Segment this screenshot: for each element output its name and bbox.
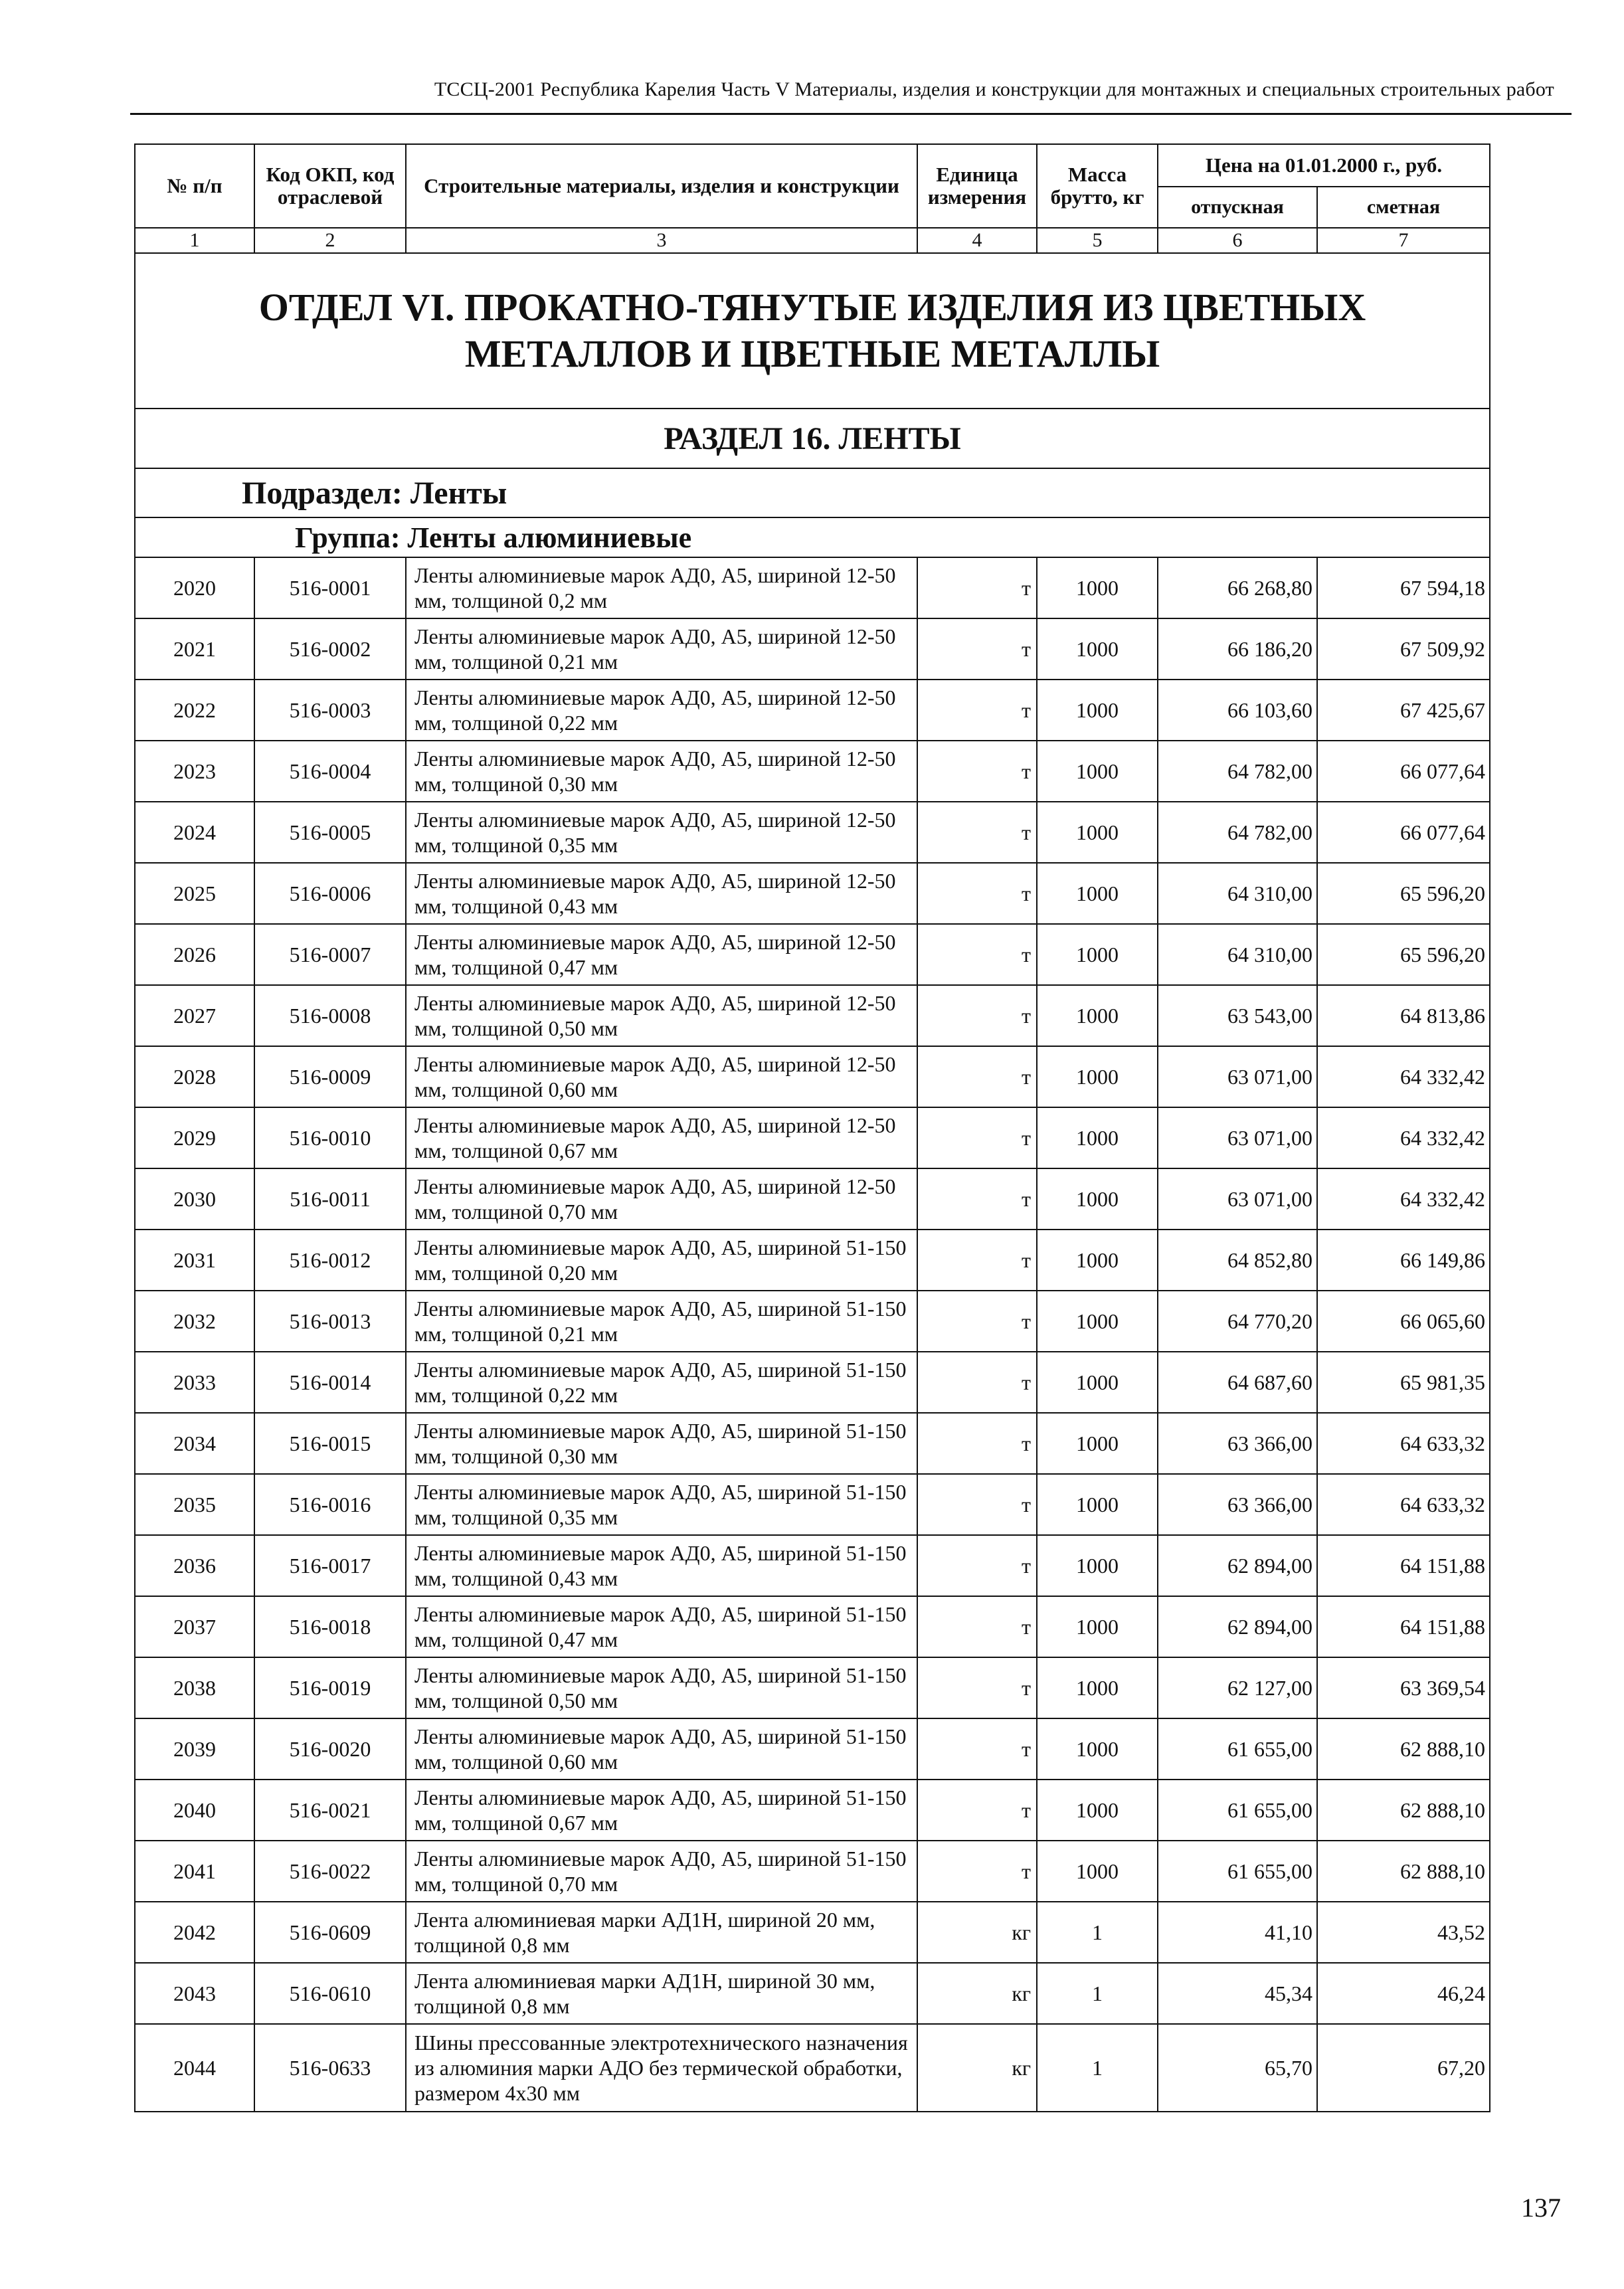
item-code: 516-0018 (254, 1596, 406, 1657)
item-price-release: 63 366,00 (1158, 1413, 1317, 1474)
table-row (135, 1046, 1490, 1107)
item-mass: 1000 (1037, 1474, 1158, 1535)
column-number: 1 (135, 228, 254, 253)
item-price-release: 64 310,00 (1158, 924, 1317, 985)
item-code: 516-0012 (254, 1230, 406, 1291)
item-unit: т (917, 1841, 1037, 1902)
section-title: РАЗДЕЛ 16. ЛЕНТЫ (135, 409, 1490, 468)
table-body (135, 253, 1490, 2112)
item-price-estimate: 64 151,88 (1317, 1596, 1490, 1657)
item-mass: 1000 (1037, 1352, 1158, 1413)
col-okp-header: Код ОКП, код отраслевой (254, 144, 406, 228)
item-mass: 1000 (1037, 1596, 1158, 1657)
item-price-estimate: 67 509,92 (1317, 618, 1490, 680)
item-number: 2044 (135, 2024, 254, 2112)
item-code: 516-0019 (254, 1657, 406, 1718)
item-price-estimate: 64 633,32 (1317, 1474, 1490, 1535)
item-name: Ленты алюминиевые марок АД0, А5, шириной 51-150 мм, толщиной 0,35 мм (406, 1474, 917, 1535)
item-mass: 1000 (1037, 924, 1158, 985)
item-number: 2040 (135, 1780, 254, 1841)
item-number: 2039 (135, 1718, 254, 1780)
item-name: Ленты алюминиевые марок АД0, А5, шириной 51-150 мм, толщиной 0,67 мм (406, 1780, 917, 1841)
table-row (135, 1718, 1490, 1780)
item-price-estimate: 67,20 (1317, 2024, 1490, 2112)
item-price-estimate: 66 065,60 (1317, 1291, 1490, 1352)
item-price-estimate: 62 888,10 (1317, 1841, 1490, 1902)
item-mass: 1000 (1037, 1535, 1158, 1596)
item-mass: 1000 (1037, 1168, 1158, 1230)
col-price-group-header: Цена на 01.01.2000 г., руб. (1158, 144, 1490, 187)
page-number: 137 (1521, 2193, 1561, 2223)
item-unit: т (917, 680, 1037, 741)
item-unit: т (917, 1230, 1037, 1291)
item-price-estimate: 64 151,88 (1317, 1535, 1490, 1596)
item-number: 2020 (135, 557, 254, 618)
item-number: 2042 (135, 1902, 254, 1963)
item-price-estimate: 62 888,10 (1317, 1780, 1490, 1841)
item-unit: т (917, 802, 1037, 863)
table-row (135, 863, 1490, 924)
item-code: 516-0005 (254, 802, 406, 863)
item-name: Ленты алюминиевые марок АД0, А5, шириной 12-50 мм, толщиной 0,35 мм (406, 802, 917, 863)
item-code: 516-0007 (254, 924, 406, 985)
header-row-1 (135, 144, 1490, 187)
item-code: 516-0008 (254, 985, 406, 1046)
item-code: 516-0006 (254, 863, 406, 924)
item-mass: 1 (1037, 1902, 1158, 1963)
item-price-release: 64 310,00 (1158, 863, 1317, 924)
item-price-release: 41,10 (1158, 1902, 1317, 1963)
item-price-estimate: 66 149,86 (1317, 1230, 1490, 1291)
table-row (135, 1230, 1490, 1291)
item-price-estimate: 65 596,20 (1317, 863, 1490, 924)
item-number: 2031 (135, 1230, 254, 1291)
item-name: Ленты алюминиевые марок АД0, А5, шириной 12-50 мм, толщиной 0,22 мм (406, 680, 917, 741)
item-number: 2034 (135, 1413, 254, 1474)
column-number: 3 (406, 228, 917, 253)
item-number: 2029 (135, 1107, 254, 1168)
item-mass: 1000 (1037, 1230, 1158, 1291)
item-code: 516-0013 (254, 1291, 406, 1352)
item-code: 516-0002 (254, 618, 406, 680)
item-price-release: 62 127,00 (1158, 1657, 1317, 1718)
item-unit: кг (917, 2024, 1037, 2112)
item-mass: 1000 (1037, 1841, 1158, 1902)
item-code: 516-0609 (254, 1902, 406, 1963)
item-unit: т (917, 1413, 1037, 1474)
item-unit: т (917, 1107, 1037, 1168)
item-unit: т (917, 1474, 1037, 1535)
item-mass: 1000 (1037, 1291, 1158, 1352)
table-row (135, 1780, 1490, 1841)
item-mass: 1 (1037, 1963, 1158, 2024)
table-row (135, 1596, 1490, 1657)
item-mass: 1000 (1037, 802, 1158, 863)
price-table (134, 143, 1490, 2112)
item-code: 516-0010 (254, 1107, 406, 1168)
item-number: 2025 (135, 863, 254, 924)
item-mass: 1000 (1037, 863, 1158, 924)
table-row (135, 2024, 1490, 2112)
item-code: 516-0004 (254, 741, 406, 802)
item-number: 2022 (135, 680, 254, 741)
item-price-release: 64 687,60 (1158, 1352, 1317, 1413)
table-row (135, 1535, 1490, 1596)
item-unit: т (917, 1046, 1037, 1107)
running-header: ТССЦ-2001 Республика Карелия Часть V Материалы, изделия и конструкции для монтажных и специальных строительных работ (434, 78, 1554, 100)
col-materials-header: Строительные материалы, изделия и конструкции (406, 144, 917, 228)
item-name: Шины прессованные электротехнического назначения из алюминия марки АДО без термической обработки, размером 4х30 мм (406, 2024, 917, 2112)
header-rule (130, 113, 1572, 115)
item-name: Ленты алюминиевые марок АД0, А5, шириной 12-50 мм, толщиной 0,47 мм (406, 924, 917, 985)
item-price-release: 63 071,00 (1158, 1107, 1317, 1168)
column-number: 4 (917, 228, 1037, 253)
item-price-release: 64 782,00 (1158, 802, 1317, 863)
item-unit: т (917, 1535, 1037, 1596)
item-name: Ленты алюминиевые марок АД0, А5, шириной 51-150 мм, толщиной 0,47 мм (406, 1596, 917, 1657)
item-number: 2024 (135, 802, 254, 863)
item-number: 2043 (135, 1963, 254, 2024)
item-price-release: 62 894,00 (1158, 1535, 1317, 1596)
table-row (135, 680, 1490, 741)
column-number: 2 (254, 228, 406, 253)
item-name: Ленты алюминиевые марок АД0, А5, шириной 12-50 мм, толщиной 0,70 мм (406, 1168, 917, 1230)
item-number: 2023 (135, 741, 254, 802)
item-price-estimate: 63 369,54 (1317, 1657, 1490, 1718)
item-name: Ленты алюминиевые марок АД0, А5, шириной 51-150 мм, толщиной 0,50 мм (406, 1657, 917, 1718)
table-row (135, 1168, 1490, 1230)
column-number: 7 (1317, 228, 1490, 253)
item-price-estimate: 66 077,64 (1317, 741, 1490, 802)
col-unit-header: Единица измерения (917, 144, 1037, 228)
item-price-release: 63 543,00 (1158, 985, 1317, 1046)
item-name: Ленты алюминиевые марок АД0, А5, шириной 51-150 мм, толщиной 0,21 мм (406, 1291, 917, 1352)
item-price-release: 64 852,80 (1158, 1230, 1317, 1291)
table-row (135, 985, 1490, 1046)
item-mass: 1000 (1037, 1718, 1158, 1780)
item-name: Ленты алюминиевые марок АД0, А5, шириной 51-150 мм, толщиной 0,70 мм (406, 1841, 917, 1902)
item-number: 2026 (135, 924, 254, 985)
column-number-row (135, 228, 1490, 253)
item-name: Ленты алюминиевые марок АД0, А5, шириной 12-50 мм, толщиной 0,50 мм (406, 985, 917, 1046)
item-unit: т (917, 1718, 1037, 1780)
item-mass: 1000 (1037, 1657, 1158, 1718)
item-mass: 1000 (1037, 1780, 1158, 1841)
item-unit: т (917, 863, 1037, 924)
item-price-release: 61 655,00 (1158, 1718, 1317, 1780)
item-code: 516-0011 (254, 1168, 406, 1230)
item-number: 2037 (135, 1596, 254, 1657)
item-number: 2028 (135, 1046, 254, 1107)
item-price-estimate: 64 332,42 (1317, 1168, 1490, 1230)
item-number: 2038 (135, 1657, 254, 1718)
item-number: 2041 (135, 1841, 254, 1902)
item-name: Лента алюминиевая марки АД1Н, шириной 30 мм, толщиной 0,8 мм (406, 1963, 917, 2024)
item-number: 2030 (135, 1168, 254, 1230)
item-price-estimate: 64 332,42 (1317, 1046, 1490, 1107)
col-no-header: № п/п (135, 144, 254, 228)
item-price-estimate: 65 596,20 (1317, 924, 1490, 985)
item-name: Ленты алюминиевые марок АД0, А5, шириной 12-50 мм, толщиной 0,21 мм (406, 618, 917, 680)
item-unit: т (917, 1780, 1037, 1841)
item-mass: 1000 (1037, 741, 1158, 802)
item-price-release: 61 655,00 (1158, 1780, 1317, 1841)
table-row (135, 1902, 1490, 1963)
table-row (135, 1963, 1490, 2024)
item-price-release: 63 366,00 (1158, 1474, 1317, 1535)
col-price-release-header: отпускная (1158, 187, 1317, 228)
table-row (135, 741, 1490, 802)
item-name: Ленты алюминиевые марок АД0, А5, шириной 12-50 мм, толщиной 0,43 мм (406, 863, 917, 924)
item-mass: 1000 (1037, 1107, 1158, 1168)
item-number: 2032 (135, 1291, 254, 1352)
column-number: 6 (1158, 228, 1317, 253)
item-code: 516-0022 (254, 1841, 406, 1902)
item-number: 2033 (135, 1352, 254, 1413)
item-name: Ленты алюминиевые марок АД0, А5, шириной 51-150 мм, толщиной 0,60 мм (406, 1718, 917, 1780)
table-row (135, 1413, 1490, 1474)
item-price-estimate: 64 813,86 (1317, 985, 1490, 1046)
item-price-estimate: 66 077,64 (1317, 802, 1490, 863)
item-code: 516-0633 (254, 2024, 406, 2112)
table-row (135, 1474, 1490, 1535)
item-unit: кг (917, 1902, 1037, 1963)
item-number: 2036 (135, 1535, 254, 1596)
item-name: Ленты алюминиевые марок АД0, А5, шириной 12-50 мм, толщиной 0,30 мм (406, 741, 917, 802)
item-price-release: 65,70 (1158, 2024, 1317, 2112)
item-name: Ленты алюминиевые марок АД0, А5, шириной 51-150 мм, толщиной 0,43 мм (406, 1535, 917, 1596)
item-number: 2021 (135, 618, 254, 680)
item-name: Ленты алюминиевые марок АД0, А5, шириной 51-150 мм, толщиной 0,20 мм (406, 1230, 917, 1291)
item-mass: 1000 (1037, 1046, 1158, 1107)
item-price-estimate: 62 888,10 (1317, 1718, 1490, 1780)
item-code: 516-0610 (254, 1963, 406, 2024)
item-code: 516-0014 (254, 1352, 406, 1413)
item-price-estimate: 43,52 (1317, 1902, 1490, 1963)
item-unit: т (917, 1596, 1037, 1657)
item-price-estimate: 64 332,42 (1317, 1107, 1490, 1168)
item-price-estimate: 64 633,32 (1317, 1413, 1490, 1474)
item-price-release: 66 186,20 (1158, 618, 1317, 680)
item-mass: 1000 (1037, 1413, 1158, 1474)
item-name: Ленты алюминиевые марок АД0, А5, шириной 12-50 мм, толщиной 0,2 мм (406, 557, 917, 618)
column-number: 5 (1037, 228, 1158, 253)
item-price-release: 62 894,00 (1158, 1596, 1317, 1657)
item-mass: 1000 (1037, 680, 1158, 741)
group-title: Группа: Ленты алюминиевые (135, 517, 1490, 557)
table-row (135, 557, 1490, 618)
table-row (135, 924, 1490, 985)
item-price-release: 64 782,00 (1158, 741, 1317, 802)
table-row (135, 1107, 1490, 1168)
item-mass: 1000 (1037, 618, 1158, 680)
item-price-estimate: 67 425,67 (1317, 680, 1490, 741)
item-code: 516-0020 (254, 1718, 406, 1780)
subsection-row (135, 468, 1490, 517)
item-code: 516-0017 (254, 1535, 406, 1596)
item-unit: т (917, 557, 1037, 618)
division-row (135, 253, 1490, 409)
table-row (135, 1657, 1490, 1718)
col-mass-header: Масса брутто, кг (1037, 144, 1158, 228)
item-unit: т (917, 1291, 1037, 1352)
item-name: Лента алюминиевая марки АД1Н, шириной 20 мм, толщиной 0,8 мм (406, 1902, 917, 1963)
item-code: 516-0016 (254, 1474, 406, 1535)
item-unit: т (917, 1352, 1037, 1413)
table-row (135, 802, 1490, 863)
item-price-estimate: 67 594,18 (1317, 557, 1490, 618)
item-unit: т (917, 1168, 1037, 1230)
item-number: 2027 (135, 985, 254, 1046)
item-unit: т (917, 1657, 1037, 1718)
item-price-release: 63 071,00 (1158, 1168, 1317, 1230)
table-row (135, 1841, 1490, 1902)
table-row (135, 1352, 1490, 1413)
item-mass: 1 (1037, 2024, 1158, 2112)
item-unit: т (917, 741, 1037, 802)
item-name: Ленты алюминиевые марок АД0, А5, шириной 12-50 мм, толщиной 0,67 мм (406, 1107, 917, 1168)
item-code: 516-0015 (254, 1413, 406, 1474)
table-row (135, 618, 1490, 680)
item-unit: т (917, 618, 1037, 680)
item-name: Ленты алюминиевые марок АД0, А5, шириной 51-150 мм, толщиной 0,30 мм (406, 1413, 917, 1474)
item-mass: 1000 (1037, 557, 1158, 618)
item-price-release: 61 655,00 (1158, 1841, 1317, 1902)
table-row (135, 1291, 1490, 1352)
item-mass: 1000 (1037, 985, 1158, 1046)
col-price-estimate-header: сметная (1317, 187, 1490, 228)
item-unit: т (917, 924, 1037, 985)
item-price-release: 64 770,20 (1158, 1291, 1317, 1352)
item-unit: кг (917, 1963, 1037, 2024)
division-title: ОТДЕЛ VI. ПРОКАТНО-ТЯНУТЫЕ ИЗДЕЛИЯ ИЗ ЦВЕТНЫХ МЕТАЛЛОВ И ЦВЕТНЫЕ МЕТАЛЛЫ (135, 253, 1490, 409)
item-code: 516-0021 (254, 1780, 406, 1841)
item-code: 516-0003 (254, 680, 406, 741)
item-code: 516-0001 (254, 557, 406, 618)
item-price-estimate: 46,24 (1317, 1963, 1490, 2024)
group-row (135, 517, 1490, 557)
subsection-title: Подраздел: Ленты (135, 468, 1490, 517)
item-price-release: 63 071,00 (1158, 1046, 1317, 1107)
item-price-estimate: 65 981,35 (1317, 1352, 1490, 1413)
item-name: Ленты алюминиевые марок АД0, А5, шириной 12-50 мм, толщиной 0,60 мм (406, 1046, 917, 1107)
item-number: 2035 (135, 1474, 254, 1535)
item-price-release: 66 103,60 (1158, 680, 1317, 741)
section-row (135, 409, 1490, 468)
item-price-release: 45,34 (1158, 1963, 1317, 2024)
item-unit: т (917, 985, 1037, 1046)
item-price-release: 66 268,80 (1158, 557, 1317, 618)
item-name: Ленты алюминиевые марок АД0, А5, шириной 51-150 мм, толщиной 0,22 мм (406, 1352, 917, 1413)
item-code: 516-0009 (254, 1046, 406, 1107)
